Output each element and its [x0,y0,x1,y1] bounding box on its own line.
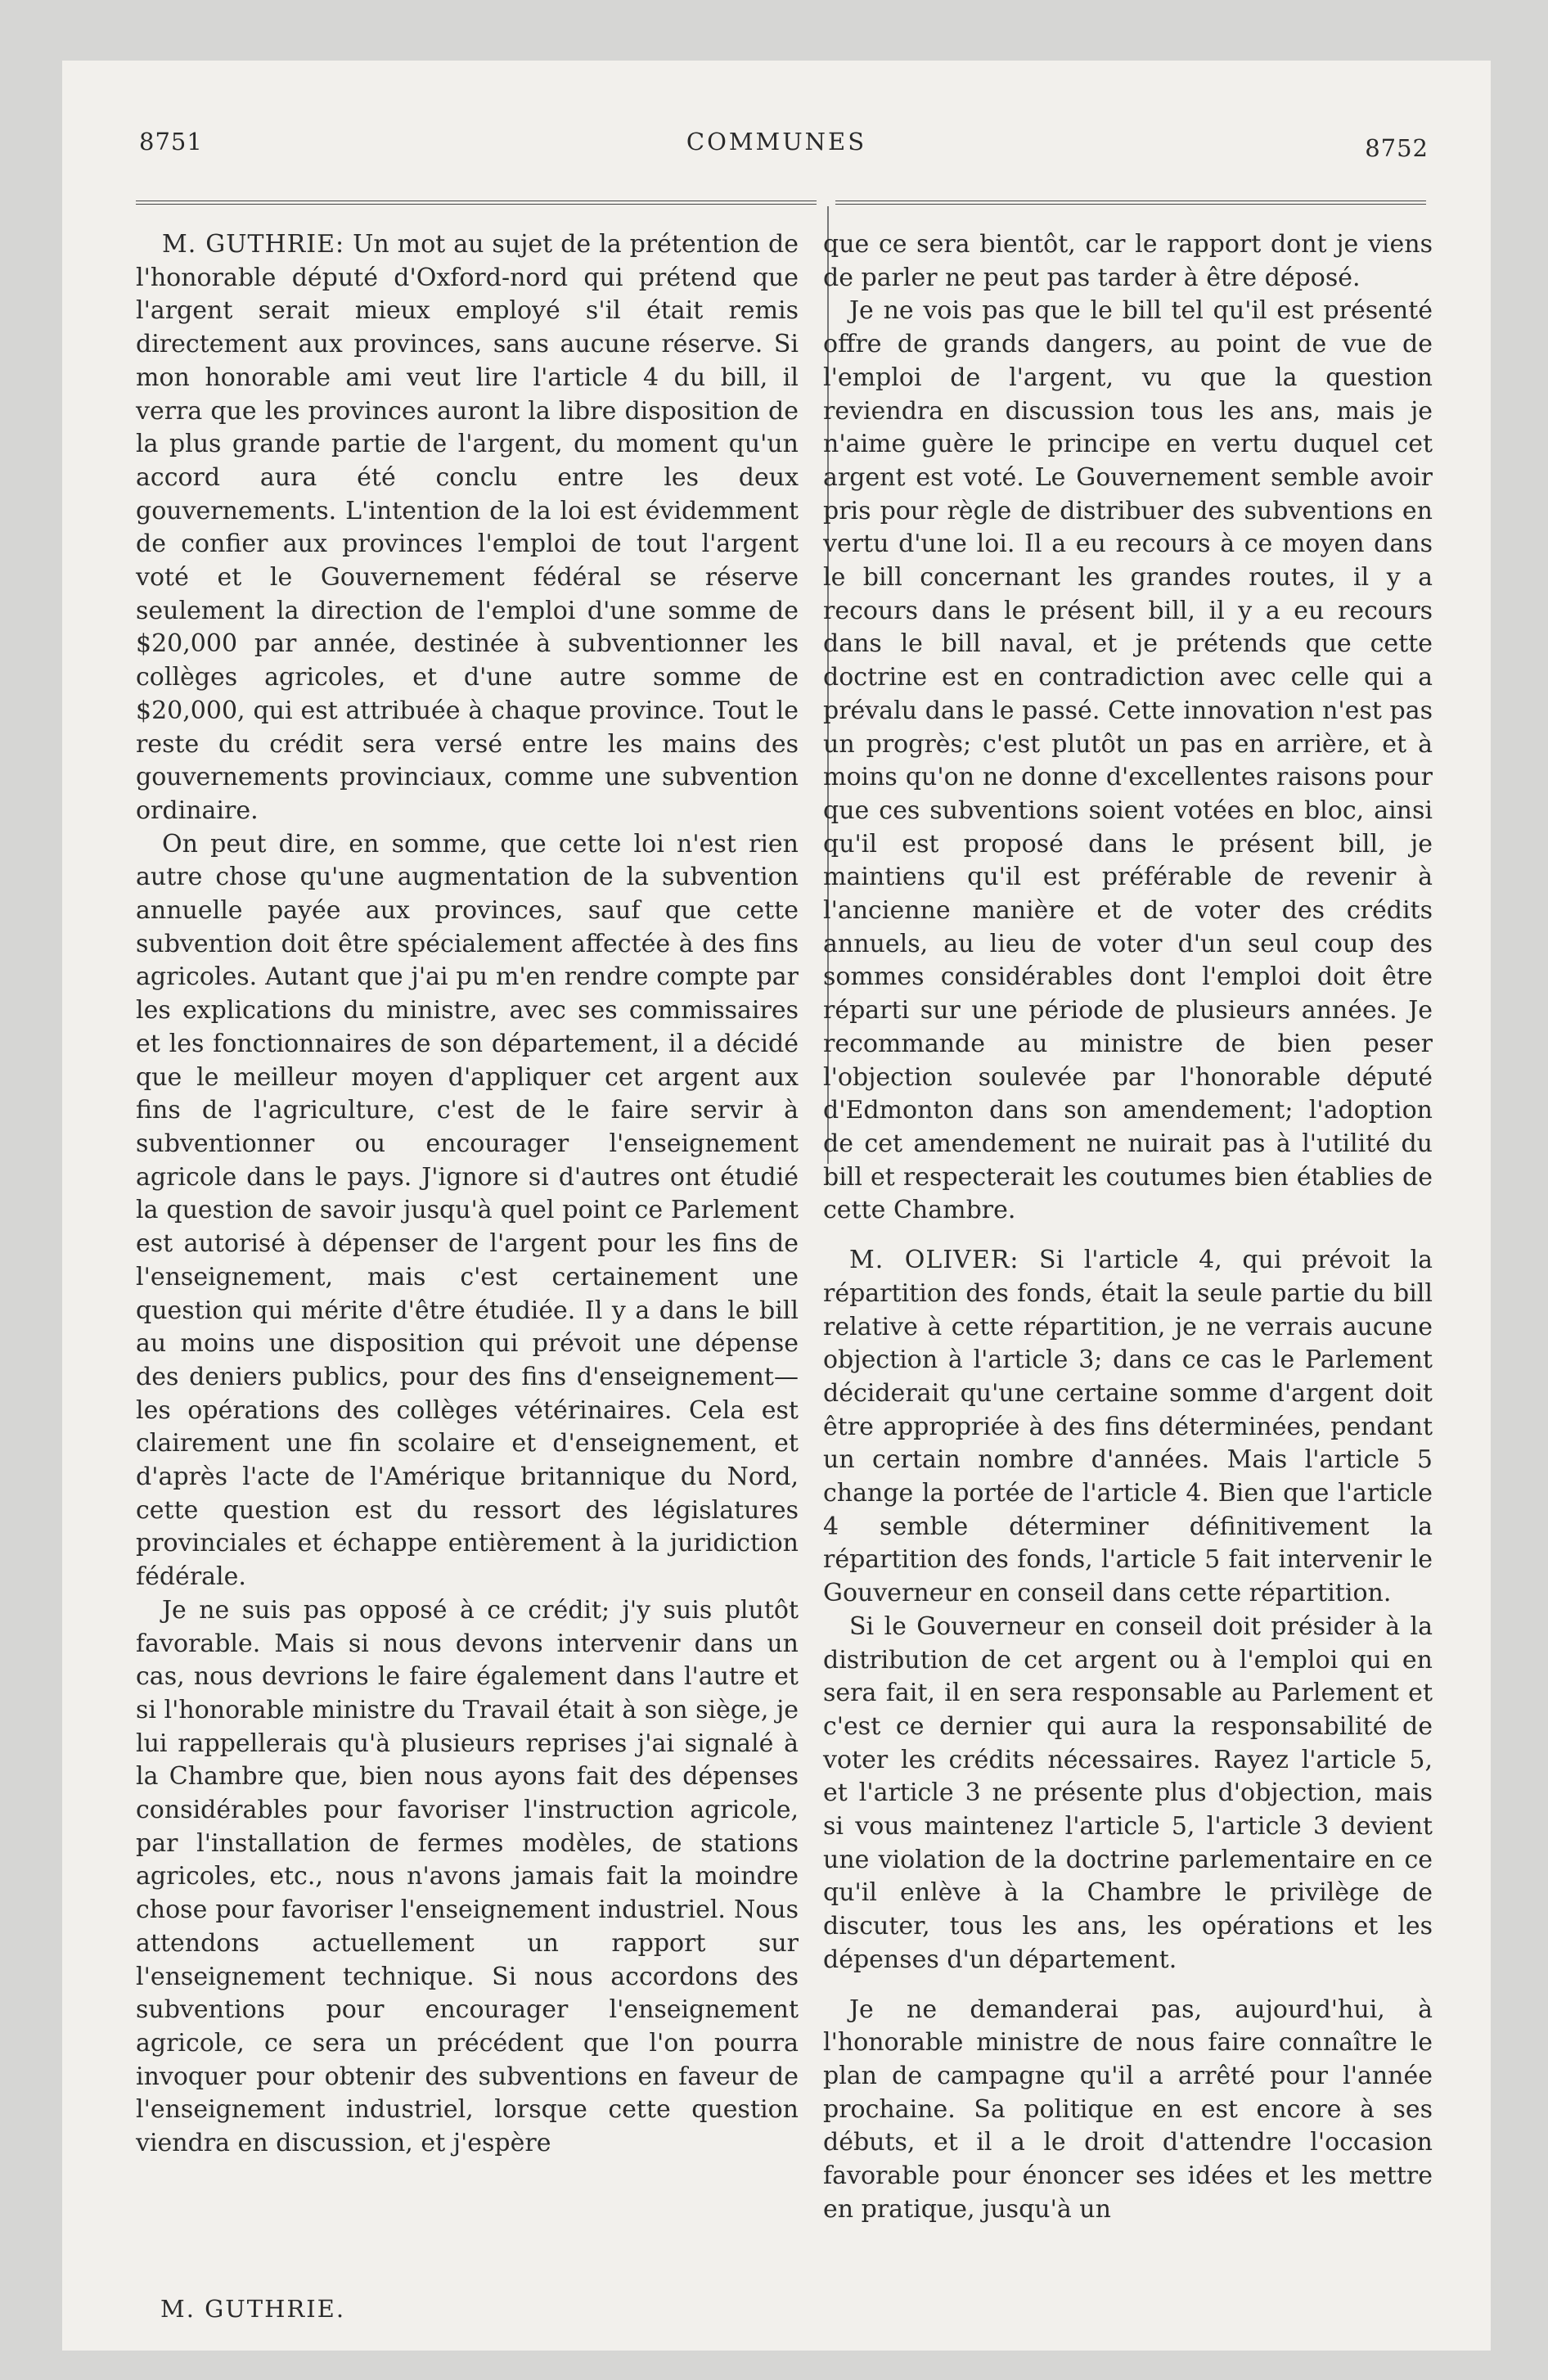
right-column [823,228,1433,2226]
document-page [62,61,1491,2351]
page-number-right: 8752 [1365,134,1429,162]
page-title: COMMUNES [686,128,867,156]
paragraph-text: Je ne demanderai pas, aujourd'hui, à l'honorable ministre de nous faire connaître le plan de campagne qu'il a arrêté pour l'année prochaine. Sa politique en est encore à ses débuts, et il a le droit d'attendre l'occasion favorable pour énoncer ses idées et les mettre en pratique, jusqu'à un [823,1995,1433,2224]
paragraph-text: Si l'article 4, qui prévoit la répartition des fonds, était la seule partie du bill relative à cette répartition, je ne verrais aucune objection à l'article 3; dans ce cas le Parlement déciderait qu'une certaine somme d'argent doit être appropriée à des fins déterminées, pendant un certain nombre d'années. Mais l'article 5 change la portée de l'article 4. Bien que l'article 4 semble déterminer définitivement la répartition des fonds, l'article 5 fait intervenir le Gouverneur en conseil dans cette répartition. [823,1246,1433,1608]
paragraph-text: On peut dire, en somme, que cette loi n'est rien autre chose qu'une augmentation de la subvention annuelle payée aux provinces, sauf que cette subvention doit être spécialement affectée à des fins agricoles. Autant que j'ai pu m'en rendre compte par les explications du ministre, avec ses commissaires et les fonctionnaires de son département, il a décidé que le meilleur moyen d'appliquer cet argent aux fins de l'agriculture, c'est de le faire servir à subventionner ou encourager l'enseignement agricole dans le pays. J'ignore si d'autres ont étudié la question de savoir jusqu'à quel point ce Parlement est autorisé à dépenser de l'argent pour les fins de l'enseignement, mais c'est certainement une question qui mérite d'être étudiée. Il y a dans le bill au moins une disposition qui prévoit une dépense des deniers publics, pour des fins d'enseignement—les opérations des collèges vétérinaires. Cela est clairement une fin scolaire et d'enseignement, et d'après l'acte de l'Amérique britannique du Nord, cette question est du ressort des législatures provinciales et échappe entièrement à la juridiction fédérale. [136,829,799,1592]
paragraph [823,1994,1433,2227]
paragraph [823,228,1433,295]
paragraph [136,228,799,828]
paragraph-text: Je ne vois pas que le bill tel qu'il est présenté offre de grands dangers, au point de vue de l'emploi de l'argent, vu que la question reviendra en discussion tous les ans, mais je n'aime guère le principe en vertu duquel cet argent est voté. Le Gouvernement semble avoir pris pour règle de distribuer des subventions en vertu d'une loi. Il a eu recours à ce moyen dans le bill concernant les grandes routes, il y a recours dans le présent bill, il y a eu recours dans le bill naval, et je prétends que cette doctrine est en contradiction avec celle qui a prévalu dans le passé. Cette innovation n'est pas un progrès; c'est plutôt un pas en arrière, et à moins qu'on ne donne d'excellentes raisons pour que ces subventions soient votées en bloc, ainsi qu'il est proposé dans le présent bill, je maintiens qu'il est préférable de revenir à l'ancienne manière et de voter des crédits annuels, au lieu de voter d'un seul coup des sommes considérables dont l'emploi doit être réparti sur une période de plusieurs années. Je recommande au ministre de bien peser l'objection soulevée par l'honorable député d'Edmonton dans son amendement; l'adoption de cet amendement ne nuirait pas à l'utilité du bill et respecterait les coutumes bien établies de cette Chambre. [823,296,1433,1225]
paragraph [823,1611,1433,1977]
paragraph-text: Je ne suis pas opposé à ce crédit; j'y suis plutôt favorable. Mais si nous devons intervenir dans un cas, nous devrions le faire également dans l'autre et si l'honorable ministre du Travail était à son siège, je lui rappellerais qu'à plusieurs reprises j'ai signalé à la Chambre que, bien nous ayons fait des dépenses considérables pour favoriser l'instruction agricole, par l'installation de fermes modèles, de stations agricoles, etc., nous n'avons jamais fait la moindre chose pour favoriser l'enseignement industriel. Nous attendons actuellement un rapport sur l'enseignement technique. Si nous accordons des subventions pour encourager l'enseignement agricole, ce sera un précédent que l'on pourra invoquer pour obtenir des subventions en faveur de l'enseignement industriel, lorsque cette question viendra en discussion, et j'espère [136,1595,799,2158]
paragraph-text: Si le Gouverneur en conseil doit présider à la distribution de cet argent ou à l'emploi qui en sera fait, il en sera responsable au Parlement et c'est ce dernier qui aura la responsabilité de voter les crédits nécessaires. Rayez l'article 5, et l'article 3 ne présente plus d'objection, mais si vous maintenez l'article 5, l'article 3 devient une violation de la doctrine parlementaire en ce qu'il enlève à la Chambre le privilège de discuter, tous les ans, les opérations et les dépenses d'un département. [823,1611,1433,1974]
header-rule-right [835,201,1426,205]
page-header [62,61,1491,167]
paragraph [136,1594,799,2161]
page-number-left: 8751 [139,128,203,156]
speaker-name: M. OLIVER: [849,1246,1019,1275]
paragraph [823,295,1433,1228]
paragraph [823,1244,1433,1611]
left-column [136,228,799,2161]
header-rule-left [136,201,817,205]
paragraph-text: Un mot au sujet de la prétention de l'honorable député d'Oxford-nord qui prétend que l'argent serait mieux employé s'il était remis directement aux provinces, sans aucune réserve. Si mon honorable ami veut lire l'article 4 du bill, il verra que les provinces auront la libre disposition de la plus grande partie de l'argent, du moment qu'un accord aura été conclu entre les deux gouvernements. L'intention de la loi est évidemment de confier aux provinces l'emploi de tout l'argent voté et le Gouvernement fédéral se réserve seulement la direction de l'emploi d'une somme de $20,000 par année, destinée à subventionner les collèges agricoles, et d'une autre somme de $20,000, qui est attribuée à chaque province. Tout le reste du crédit sera versé entre les mains des gouvernements provinciaux, comme une subvention ordinaire. [136,230,799,825]
speaker-name: M. GUTHRIE: [162,230,345,259]
paragraph [136,828,799,1594]
footer-speaker: M. GUTHRIE. [160,2295,346,2323]
paragraph-text: que ce sera bientôt, car le rapport dont je viens de parler ne peut pas tarder à être déposé. [823,230,1433,292]
